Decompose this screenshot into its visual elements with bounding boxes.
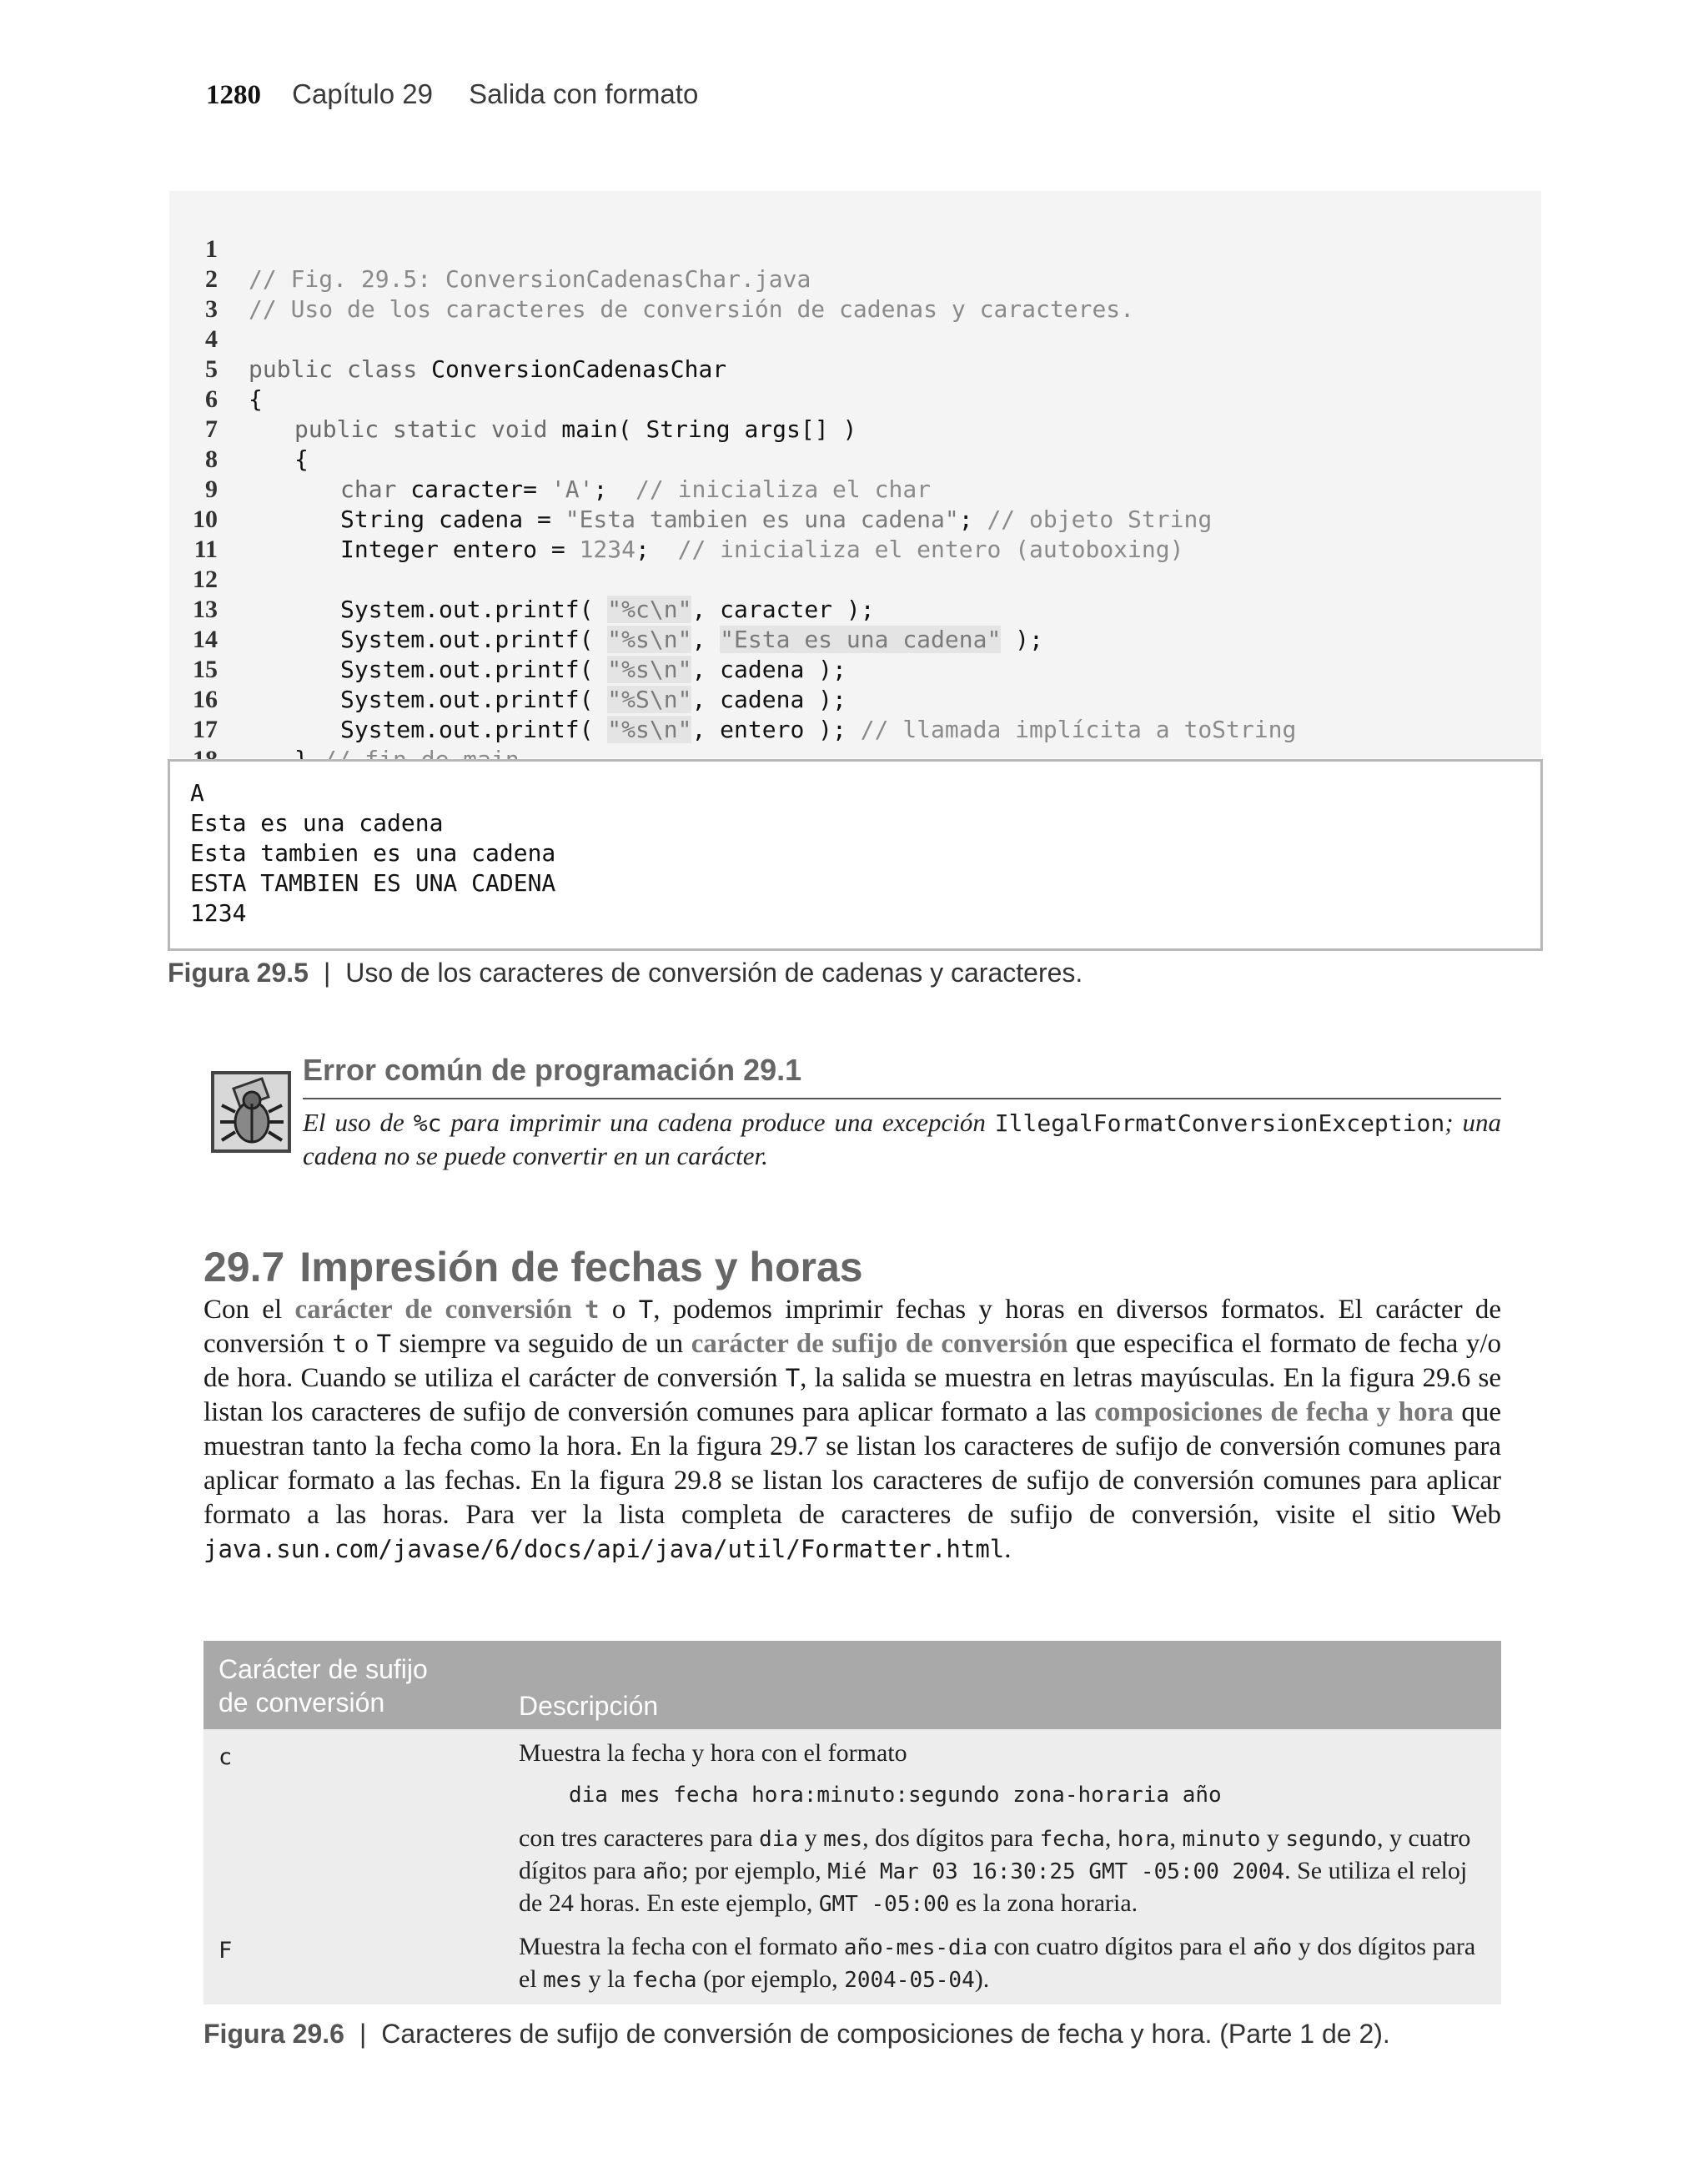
code-keyword: public static void xyxy=(294,415,548,443)
text-run: que especifica el formato de fecha y/o de hora. Cuando se utiliza el carácter de conversión xyxy=(203,1329,1502,1393)
inline-code: IllegalFormatConversionException xyxy=(994,1109,1445,1137)
chapter-label: Capítulo 29 xyxy=(292,78,433,109)
line-number: 8 xyxy=(205,445,218,473)
inline-code: minuto xyxy=(1182,1827,1261,1852)
text-run: Muestra la fecha con el formato xyxy=(519,1933,844,1960)
inline-code: %c xyxy=(413,1109,442,1137)
code-text: System.out.printf( xyxy=(340,686,608,713)
text-run: , xyxy=(1104,1824,1118,1852)
text-run: o xyxy=(599,1295,639,1325)
line-number: 12 xyxy=(193,566,218,593)
key-term: carácter de sufijo de conversión xyxy=(691,1329,1068,1359)
code-string: 'A' xyxy=(550,475,594,503)
code-text: ; xyxy=(635,536,650,563)
code-text: { xyxy=(294,445,309,473)
code-listing xyxy=(169,191,1541,758)
inline-code: dia xyxy=(759,1827,799,1852)
page-number: 1280 xyxy=(206,80,261,110)
line-number: 10 xyxy=(193,506,218,533)
code-keyword: public class xyxy=(249,355,418,383)
code-text: , caracter ); xyxy=(691,596,875,623)
chapter-title: Salida con formato xyxy=(469,78,699,109)
line-number: 11 xyxy=(193,536,218,563)
text-run xyxy=(572,1295,585,1325)
text-run: con cuatro dígitos para el xyxy=(987,1933,1253,1960)
text-run: , y cuatro dígitos para xyxy=(519,1824,1471,1884)
inline-code: T xyxy=(785,1364,801,1392)
caption-text: Caracteres de sufijo de conversión de composiciones de fecha y hora. (Parte 1 de 2). xyxy=(381,2019,1390,2049)
line-number: 5 xyxy=(205,355,218,383)
output-line: A xyxy=(190,779,204,807)
output-line: Esta tambien es una cadena xyxy=(190,839,556,867)
code-text: { xyxy=(249,385,263,413)
code-line xyxy=(169,385,309,473)
text-run: para imprimir una cadena produce una excepción xyxy=(441,1108,995,1137)
table-cell-desc xyxy=(519,1823,1486,1920)
text-run: o xyxy=(346,1329,377,1359)
inline-code: año-mes-dia xyxy=(843,1935,988,1960)
code-line xyxy=(169,264,218,323)
code-text: System.out.printf( xyxy=(340,716,608,743)
text-run: Con el xyxy=(203,1295,295,1325)
inline-code: t xyxy=(332,1330,347,1358)
code-comment: // inicializa el char xyxy=(635,475,932,503)
code-text: , entero ); xyxy=(691,716,846,743)
text-run: ; una cadena no se puede convertir en un carácter. xyxy=(303,1108,1501,1170)
program-output xyxy=(168,759,1543,951)
code-text: System.out.printf( xyxy=(340,626,608,653)
code-text: main( String args[] ) xyxy=(561,415,857,443)
line-number: 17 xyxy=(193,716,218,743)
text-run: que muestran tanto la fecha como la hora. En la figura 29.7 se listan los caracteres de sufijo de conversión comunes para aplicar formato a las fechas. En la figura 29.8 se listan los caracteres de sufijo de conversión comunes para aplicar formato a las horas. Para ver la lista completa de caracteres de sufijo de conversión, visite el sitio Web xyxy=(203,1397,1501,1530)
table-cell-code: F xyxy=(219,1938,233,1964)
table-header xyxy=(203,1641,1501,1729)
output-line: Esta es una cadena xyxy=(190,809,444,837)
code-text: ; xyxy=(958,506,973,533)
code-text: String cadena = xyxy=(340,506,565,533)
line-number: 2 xyxy=(205,265,218,293)
error-box-text xyxy=(303,1106,1501,1172)
code-format-string: "%S\n" xyxy=(607,686,692,713)
text-run: y dos dígitos para el xyxy=(519,1933,1476,1993)
code-text: caracter= xyxy=(410,475,538,503)
error-box-title: Error común de programación 29.1 xyxy=(303,1053,802,1087)
caption-text: Uso de los caracteres de conversión de cadenas y caracteres. xyxy=(345,958,1083,988)
text-run: (por ejemplo, xyxy=(696,1965,845,1993)
code-text: Integer entero = xyxy=(340,536,580,563)
line-number: 7 xyxy=(205,415,218,443)
line-number: 14 xyxy=(193,626,218,653)
text-run: y xyxy=(1260,1824,1286,1852)
code-keyword: char xyxy=(340,475,397,503)
code-text: ; xyxy=(593,475,608,503)
code-comment: // inicializa el entero (autoboxing) xyxy=(677,536,1184,563)
inline-code: t xyxy=(585,1295,600,1324)
code-number: 1234 xyxy=(579,536,636,563)
line-number: 3 xyxy=(205,295,218,323)
code-text: , cadena ); xyxy=(691,656,846,683)
inline-code: segundo xyxy=(1285,1827,1377,1852)
section-number: 29.7 xyxy=(203,1244,285,1290)
line-number: 1 xyxy=(205,235,218,263)
key-term: composiciones de fecha y hora xyxy=(1094,1397,1454,1427)
output-line: 1234 xyxy=(190,899,247,927)
line-number: 9 xyxy=(205,475,218,503)
running-header xyxy=(206,78,698,111)
text-run: y la xyxy=(582,1965,632,1993)
text-run: , la salida se muestra en letras mayúsculas. En la figura 29.6 se listan los caracteres de sufijo de conversión comunes para aplicar formato a las xyxy=(203,1363,1501,1427)
code-string: "Esta es una cadena" xyxy=(720,626,1002,653)
text-run: . Se utiliza el reloj de 24 horas. En este ejemplo, xyxy=(519,1857,1468,1917)
inline-code: mes xyxy=(823,1827,863,1852)
table-cell-code: c xyxy=(219,1744,233,1770)
figure-caption xyxy=(203,2019,1390,2050)
code-text: System.out.printf( xyxy=(340,656,608,683)
figure-caption xyxy=(168,958,1083,988)
section-heading xyxy=(203,1243,863,1291)
code-class-name: ConversionCadenasChar xyxy=(431,355,727,383)
code-format-string: "%s\n" xyxy=(607,716,692,743)
error-box-rule xyxy=(303,1098,1501,1099)
code-comment: // llamada implícita a toString xyxy=(860,716,1297,743)
text-run: , podemos imprimir fechas y horas en diversos formatos. El carácter de conversión xyxy=(203,1295,1502,1359)
line-number: 15 xyxy=(193,656,218,683)
line-number: 16 xyxy=(193,686,218,713)
text-run: con tres caracteres para xyxy=(519,1824,760,1852)
inline-code: fecha xyxy=(631,1968,697,1993)
inline-code: año xyxy=(642,1859,682,1884)
table-cell-desc: Muestra la fecha y hora con el formato xyxy=(519,1739,907,1767)
body-paragraph xyxy=(203,1293,1501,1567)
column-header xyxy=(219,1652,428,1719)
inline-code: mes xyxy=(543,1968,583,1993)
text-run: ; por ejemplo, xyxy=(681,1857,828,1884)
code-text: , xyxy=(691,626,721,653)
inline-code: T xyxy=(638,1295,654,1324)
line-number: 6 xyxy=(205,385,218,413)
line-number: 4 xyxy=(205,325,218,353)
code-line xyxy=(169,204,811,293)
code-format-string: "%s\n" xyxy=(607,656,692,683)
inline-code: año xyxy=(1253,1935,1293,1960)
column-header-line: de conversión xyxy=(219,1688,385,1718)
code-comment: // Fig. 29.5: ConversionCadenasChar.java xyxy=(249,265,811,293)
column-header-line: Carácter de sufijo xyxy=(219,1654,428,1684)
text-run: El uso de xyxy=(303,1108,414,1137)
inline-code: hora xyxy=(1117,1827,1170,1852)
inline-code: Mié Mar 03 16:30:25 GMT -05:00 2004 xyxy=(827,1859,1285,1884)
inline-code: GMT -05:00 xyxy=(818,1892,950,1917)
key-term: carácter de conversión xyxy=(294,1295,572,1325)
text-run: . xyxy=(1004,1534,1012,1564)
section-title: Impresión de fechas y horas xyxy=(299,1244,863,1290)
code-line xyxy=(169,324,263,413)
table-cell-format: dia mes fecha hora:minuto:segundo zona-horaria año xyxy=(569,1783,1222,1808)
code-string: "Esta tambien es una cadena" xyxy=(565,506,959,533)
figure-label: Figura 29.6 xyxy=(203,2019,344,2049)
code-text: ); xyxy=(1001,626,1043,653)
code-comment: // Uso de los caracteres de conversión de cadenas y caracteres. xyxy=(249,295,1135,323)
suffix-table xyxy=(203,1641,1501,2004)
table-cell-desc xyxy=(519,1931,1486,1996)
bug-warning-icon xyxy=(210,1070,292,1154)
code-line xyxy=(169,715,197,745)
text-run: , dos dígitos para xyxy=(862,1824,1040,1852)
column-header: Descripción xyxy=(519,1691,659,1721)
text-run: ). xyxy=(974,1965,990,1993)
code-text: , cadena ); xyxy=(691,686,846,713)
inline-code: T xyxy=(376,1330,391,1358)
caption-separator: | xyxy=(359,2019,367,2049)
text-run: siempre va seguido de un xyxy=(390,1329,691,1359)
line-number: 13 xyxy=(193,596,218,623)
code-format-string: "%c\n" xyxy=(607,596,692,623)
inline-code: fecha xyxy=(1039,1827,1105,1852)
figure-label: Figura 29.5 xyxy=(168,958,309,988)
code-comment: // objeto String xyxy=(987,506,1213,533)
inline-code: 2004-05-04 xyxy=(844,1968,975,1993)
url-text: java.sun.com/javase/6/docs/api/java/util/Formatter.html xyxy=(203,1535,1005,1563)
text-run: , xyxy=(1169,1824,1183,1852)
output-line: ESTA TAMBIEN ES UNA CADENA xyxy=(190,869,556,897)
text-run: es la zona horaria. xyxy=(949,1889,1138,1917)
code-text: System.out.printf( xyxy=(340,596,608,623)
caption-separator: | xyxy=(323,958,331,988)
text-run: y xyxy=(798,1824,824,1852)
code-format-string: "%s\n" xyxy=(607,626,692,653)
